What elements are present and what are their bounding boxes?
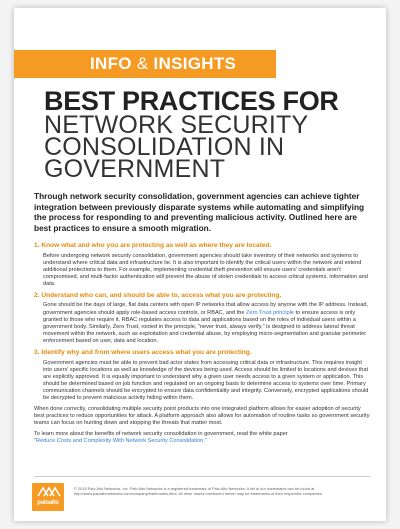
copyright-notice: © 2018 Palo Alto Networks, Inc. Palo Alto Networks is a registered trademark of Palo Alto Networks. A list of our trademarks can be found at http://www.paloaltonetworks.com/company/trademarks.html. All other marks mentioned herein may be trademarks of their respective companies. (74, 486, 323, 497)
title-line-1: BEST PRACTICES FOR (44, 86, 339, 116)
section-3 (34, 349, 372, 402)
logo-text: paloalto (37, 500, 59, 506)
section-3-heading: 3. Identify why and from where users access what you are protecting. (34, 349, 252, 357)
banner-insights: INSIGHTS (153, 54, 237, 73)
page-title (44, 86, 374, 183)
paloalto-logo-icon (35, 486, 61, 498)
section-2-heading: 2. Understand who can, and should be able to, access what you are protecting. (34, 291, 282, 299)
section-2-body-after: to ensure access is only granted to those who require it. RBAC regulates access to data and applications based on the roles of individual users within a government body. Similarly, Zero Trust, rooted in the principle, "never trust, always verify," is designed to address lateral threat movement within the network, such as exploitation and credential abuse, by employing micro-segmentation and granular perimeter enforcement based on user, data and location. (43, 309, 367, 344)
document-page (14, 8, 386, 521)
banner-info: INFO (90, 54, 132, 73)
paloalto-logo (32, 483, 64, 511)
section-2-body (43, 302, 372, 345)
white-paper-link[interactable]: "Reduce Costs and Complexity With Network Security Consolidation." (34, 438, 207, 445)
learn-more-text: To learn more about the benefits of network security consolidation in government, read the white paper (34, 431, 288, 438)
intro-paragraph: Through network security consolidation, government agencies can achieve tighter integration between previously disparate systems while automating and simplifying the process for responding to and preventing malicious activity. Outlined here are best practices to ensure a smooth migration. (34, 191, 365, 233)
section-1-body: Before undergoing network security consolidation, government agencies should take inventory of their networks and systems to understand where critical data and infrastructure lie. It is also important to identify the critical users within the network and extend additional protections to them. For example, implementing credential theft prevention will ensure users' credentials aren't compromised, and multi-factor authentication will prevent the abuse of stolen credentials to access critical systems, information and data. (43, 252, 368, 287)
section-3-body: Government agencies must be able to prevent bad actor states from accessing critical data or infrastructure. This requires insight into users' specific locations as well as knowledge of the devices being used. Access should be limited to locations and devices that are explicitly approved. It is equally important to understand why a given user needs access to a given system or application. This should be determined based on job function and regulated on an ongoing basis to determine access to systems over time. Primary communication channels should be encrypted to ensure data confidentiality and integrity. Conversely, encrypted applications should be decrypted to prevent malicious activity hiding within them. (43, 359, 369, 401)
zero-trust-link[interactable]: Zero Trust principle (246, 309, 294, 316)
section-2 (34, 292, 372, 345)
section-1-heading: 1. Know what and who you are protecting as well as where they are located. (34, 242, 272, 249)
banner-text (90, 54, 236, 74)
closing-paragraph: When done correctly, consolidating multiple security point products into one integrated platform allows for easier adoption of security best practices to reduce opportunities for attack. A platform approach also allows for automation of routine tasks so government security teams can focus on hunting down and stopping the threats that matter most. (34, 406, 370, 427)
title-line-3: CONSOLIDATION IN (44, 133, 285, 161)
section-1 (34, 242, 372, 288)
title-line-2: NETWORK SECURITY (44, 111, 309, 139)
banner-amp: & (136, 54, 149, 73)
learn-more-paragraph (34, 431, 372, 445)
footer-divider (34, 476, 370, 477)
title-line-4: GOVERNMENT (44, 155, 226, 183)
info-insights-banner (14, 50, 276, 78)
section-2-body-before: Gone should be the days of large, flat data centers with open IP networks that allow access by anyone with the IP address. Instead, government agencies should apply role-based access controls, or RBAC, and the (43, 302, 369, 316)
document-content (34, 242, 372, 450)
